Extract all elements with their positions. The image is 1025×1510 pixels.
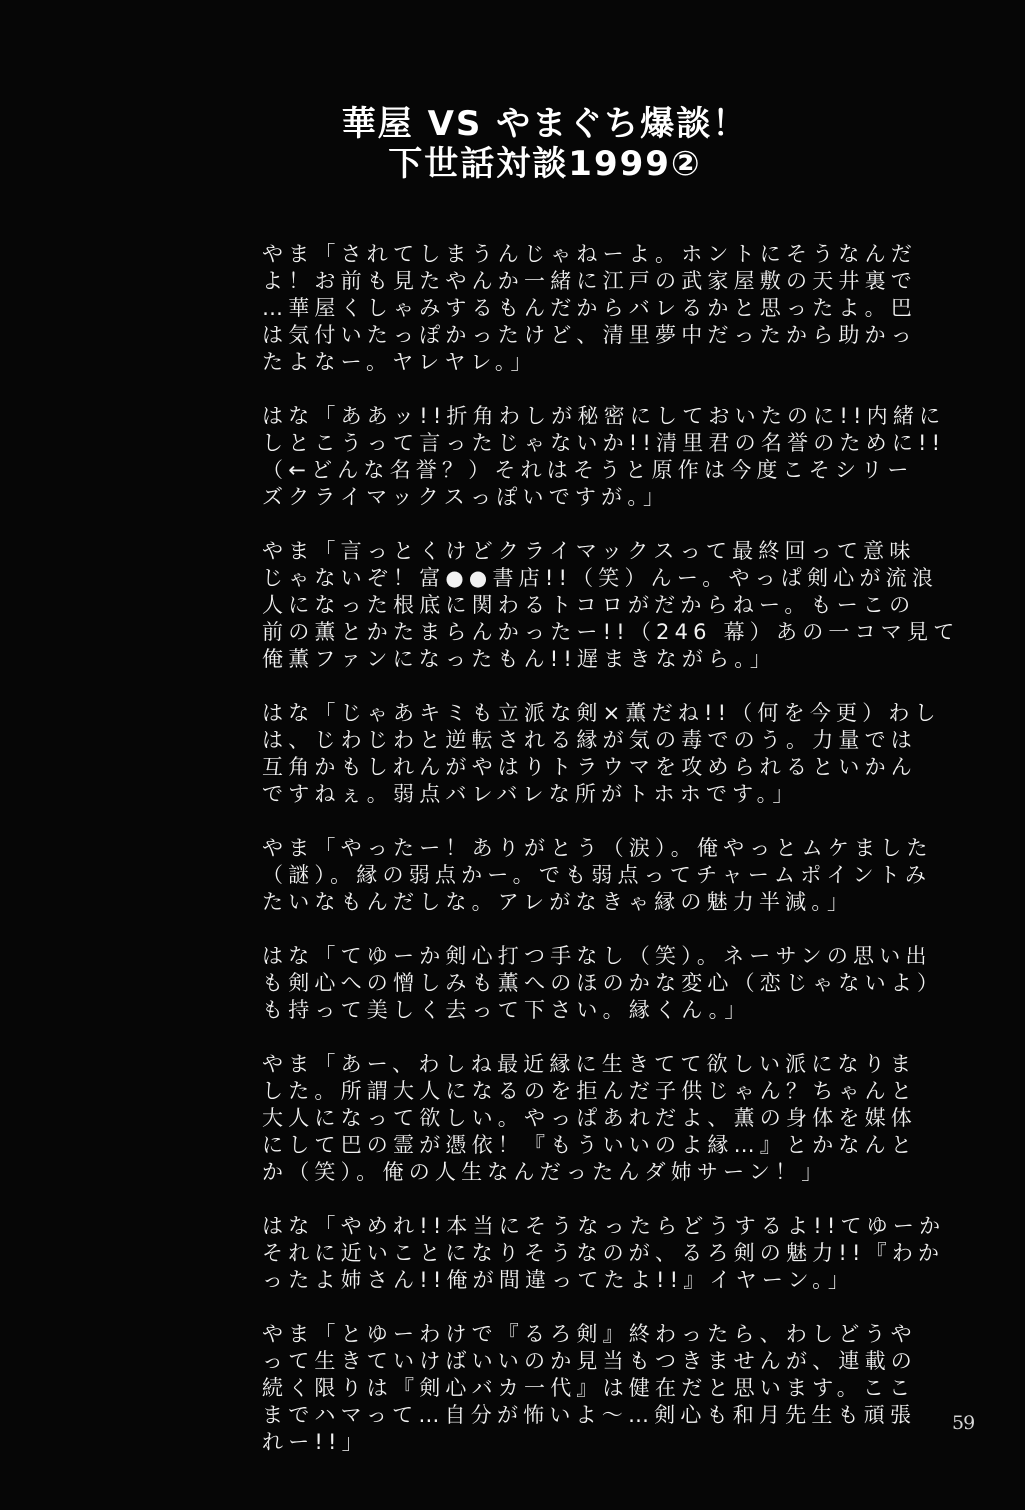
text-line: ですねぇ。弱点バレバレな所がトホホです。」 bbox=[262, 782, 799, 806]
title-line-2: 下世話対談1999② bbox=[388, 144, 702, 184]
text-line: しとこうって言ったじゃないか!!清里君の名誉のために!! bbox=[262, 431, 946, 455]
text-line: ズクライマックスっぽいですが。」 bbox=[262, 485, 670, 509]
dialogue-paragraph bbox=[262, 1321, 917, 1456]
dialogue-paragraph bbox=[262, 1051, 917, 1186]
text-line: やま「あー、わしね最近縁に生きてて欲しい派になりま bbox=[262, 1052, 917, 1076]
dialogue-body bbox=[262, 241, 960, 1483]
text-line: はな「ああッ!!折角わしが秘密にしておいたのに!!内緒に bbox=[262, 404, 946, 428]
text-line: にして巴の霊が憑依！『もういいのよ縁…』とかなんと bbox=[262, 1133, 917, 1157]
text-line: は気付いたっぽかったけど、清里夢中だったから助かっ bbox=[262, 323, 917, 347]
dialogue-paragraph bbox=[262, 835, 933, 916]
dialogue-paragraph bbox=[262, 403, 946, 511]
text-line: はな「じゃあキミも立派な剣×薫だね!!（何を今更）わし bbox=[262, 701, 941, 725]
text-line: （←どんな名誉？）それはそうと原作は今度こそシリー bbox=[262, 458, 914, 482]
text-line: （謎）。縁の弱点かー。でも弱点ってチャームポイントみ bbox=[262, 863, 932, 887]
article-title bbox=[0, 104, 1025, 184]
text-line: 俺薫ファンになったもん!!遅まきながら。」 bbox=[262, 647, 777, 671]
text-line: も持って美しく去って下さい。縁くん。」 bbox=[262, 998, 751, 1022]
text-line: はな「やめれ!!本当にそうなったらどうするよ!!てゆーか bbox=[262, 1214, 946, 1238]
text-line: は、じわじわと逆転される縁が気の毒でのう。力量では bbox=[262, 728, 917, 752]
text-line: ったよ姉さん!!俺が間違ってたよ!!』イヤーン。」 bbox=[262, 1268, 855, 1292]
text-line: たよなー。ヤレヤレ。」 bbox=[262, 350, 537, 374]
title-line-1: 華屋 VS やまぐち爆談！ bbox=[341, 104, 749, 144]
text-line: って生きていけばいいのか見当もつきませんが、連載の bbox=[262, 1349, 917, 1373]
text-line: した。所謂大人になるのを拒んだ子供じゃん？ちゃんと bbox=[262, 1079, 917, 1103]
text-line: やま「言っとくけどクライマックスって最終回って意味 bbox=[262, 539, 916, 563]
text-line: それに近いことになりそうなのが、るろ剣の魅力!!『わか bbox=[262, 1241, 945, 1265]
text-line: …華屋くしゃみするもんだからバレるかと思ったよ。巴 bbox=[262, 296, 917, 320]
text-line: 大人になって欲しい。やっぱあれだよ、薫の身体を媒体 bbox=[262, 1106, 917, 1130]
text-line: はな「てゆーか剣心打つ手なし（笑）。ネーサンの思い出 bbox=[262, 944, 932, 968]
text-line: か（笑）。俺の人生なんだったんダ姉サーン！」 bbox=[262, 1160, 828, 1184]
text-line: も剣心への憎しみも薫へのほのかな変心（恋じゃないよ） bbox=[262, 971, 944, 995]
dialogue-paragraph bbox=[262, 943, 944, 1024]
text-line: までハマって…自分が怖いよ～…剣心も和月先生も頑張 bbox=[262, 1403, 917, 1427]
text-line: れー!!」 bbox=[262, 1430, 368, 1454]
text-line: やま「やったー！ありがとう（涙）。俺やっとムケました bbox=[262, 836, 933, 860]
text-line: 前の薫とかたまらんかったー!!（246 幕）あの一コマ見て bbox=[262, 620, 960, 644]
text-line: やま「されてしまうんじゃねーよ。ホントにそうなんだ bbox=[262, 242, 917, 266]
dialogue-paragraph bbox=[262, 700, 941, 808]
dialogue-paragraph bbox=[262, 1213, 946, 1294]
text-line: よ！お前も見たやんか一緒に江戸の武家屋敷の天井裏で bbox=[262, 269, 917, 293]
text-line: じゃないぞ！富●●書店!!（笑）んー。やっぱ剣心が流浪 bbox=[262, 566, 939, 590]
text-line: やま「とゆーわけで『るろ剣』終わったら、わしどうや bbox=[262, 1322, 917, 1346]
dialogue-paragraph bbox=[262, 241, 917, 376]
text-line: たいなもんだしな。アレがなきゃ縁の魅力半減。」 bbox=[262, 890, 854, 914]
text-line: 互角かもしれんがやはりトラウマを攻められるといかん bbox=[262, 755, 917, 779]
page-number: 59 bbox=[952, 1412, 975, 1434]
text-line: 人になった根底に関わるトコロがだからねー。もーこの bbox=[262, 593, 916, 617]
text-line: 続く限りは『剣心バカ一代』は健在だと思います。ここ bbox=[262, 1376, 916, 1400]
dialogue-paragraph bbox=[262, 538, 960, 673]
